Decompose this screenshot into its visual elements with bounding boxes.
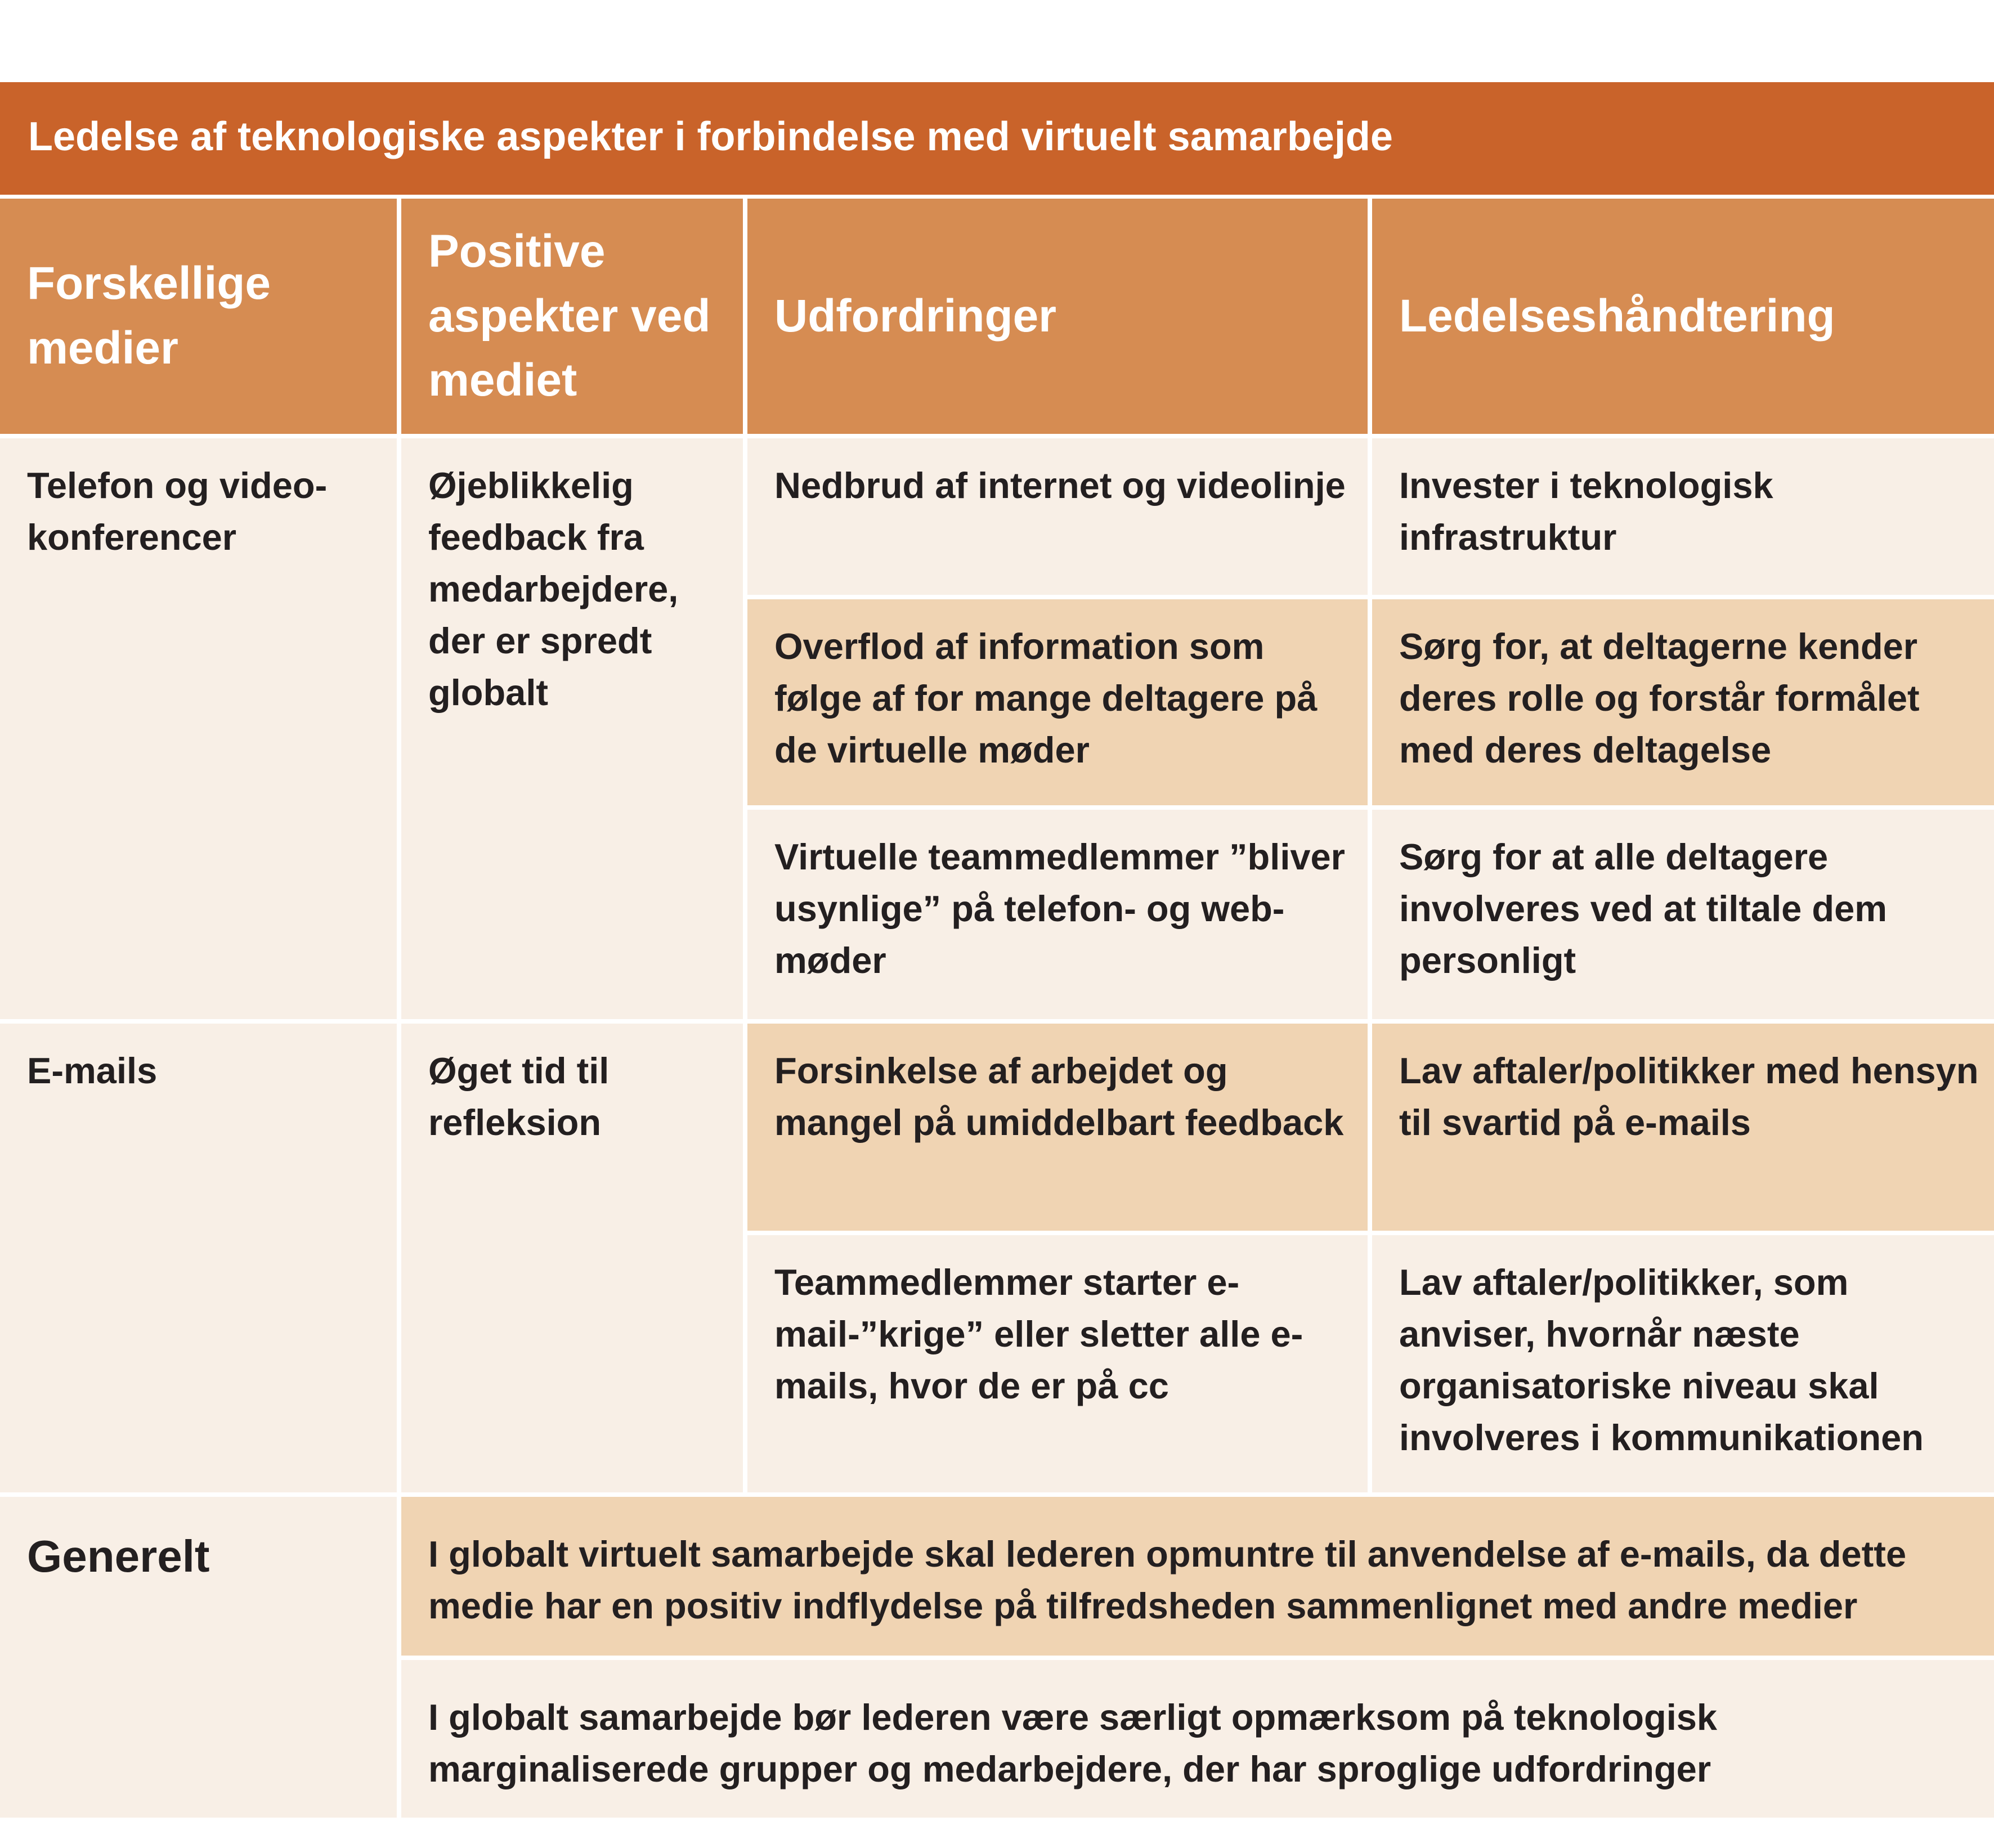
row-1-management-2: [1372, 599, 1994, 805]
general-label-cell: [0, 1497, 397, 1818]
header-positive: [401, 199, 743, 434]
row-2-challenge-2: [747, 1235, 1368, 1492]
row-2-management-1: [1372, 1024, 1994, 1231]
row-1-management-3: [1372, 810, 1994, 1019]
row-2-medium: [0, 1024, 397, 1492]
row-2-management-1-text: Lav aftaler/politikker med hensyn til svartid på e-mails: [1399, 1050, 1979, 1143]
row-2-medium-label: E-mails: [27, 1050, 158, 1091]
row-2-challenge-2-text: Teammedlemmer starter e-mail-”krige” eller sletter alle e-mails, hvor de er på cc: [774, 1262, 1303, 1406]
row-2-management-2: [1372, 1235, 1994, 1492]
row-1-challenge-2: [747, 599, 1368, 805]
header-management-label: Ledelseshåndtering: [1399, 290, 1835, 342]
general-item-2: [401, 1660, 1994, 1818]
row-2-challenge-1: [747, 1024, 1368, 1231]
row-2-positive: [401, 1024, 743, 1492]
row-1-challenge-3: [747, 810, 1368, 1019]
row-1-positive: [401, 438, 743, 1019]
row-2-positive-label: Øget tid til refleksion: [428, 1050, 610, 1143]
header-management: [1372, 199, 1994, 434]
row-1-medium: [0, 438, 397, 1019]
general-label: Generelt: [27, 1531, 210, 1581]
general-item-1: [401, 1497, 1994, 1656]
row-2-management-2-text: Lav aftaler/politikker, som anviser, hvornår næste organisatoriske niveau skal involveres i kommunikationen: [1399, 1262, 1924, 1458]
header-challenges: [747, 199, 1368, 434]
row-1-management-1-text: Invester i teknologisk infrastruktur: [1399, 465, 1773, 558]
table-title-bar: [0, 82, 1994, 195]
row-1-challenge-3-text: Virtuelle teammedlemmer ”bliver usynlige” på telefon- og web-møder: [774, 836, 1345, 981]
general-item-2-text: I globalt samarbejde bør lederen være særligt opmærksom på teknologisk marginaliserede grupper og medarbejdere, der har sproglige udfordringer: [428, 1697, 1718, 1789]
row-1-challenge-1-text: Nedbrud af internet og videolinje: [774, 465, 1346, 506]
row-2-challenge-1-text: Forsinkelse af arbejdet og mangel på umiddelbart feedback: [774, 1050, 1344, 1143]
row-1-positive-label: Øjeblikkelig feedback fra medarbejdere, der er spredt globalt: [428, 465, 679, 713]
header-challenges-label: Udfordringer: [774, 290, 1057, 342]
header-media-label: Forskellige medier: [27, 258, 271, 374]
row-1-management-1: [1372, 438, 1994, 595]
table-title: Ledelse af teknologiske aspekter i forbindelse med virtuelt samarbejde: [28, 114, 1393, 159]
row-1-medium-label: Telefon og video-konferencer: [27, 465, 328, 558]
row-1-management-2-text: Sørg for, at deltagerne kender deres rolle og forstår formålet med deres deltagelse: [1399, 626, 1920, 770]
header-media: [0, 199, 397, 434]
header-positive-label: Positive aspekter ved mediet: [428, 225, 711, 406]
row-1-challenge-1: [747, 438, 1368, 595]
row-1-management-3-text: Sørg for at alle deltagere involveres ved at tiltale dem personligt: [1399, 836, 1888, 981]
row-1-challenge-2-text: Overflod af information som følge af for mange deltagere på de virtuelle møder: [774, 626, 1318, 770]
general-item-1-text: I globalt virtuelt samarbejde skal lederen opmuntre til anvendelse af e-mails, da dette medie har en positiv indflydelse på tilfredsheden sammenlignet med andre medier: [428, 1533, 1907, 1626]
